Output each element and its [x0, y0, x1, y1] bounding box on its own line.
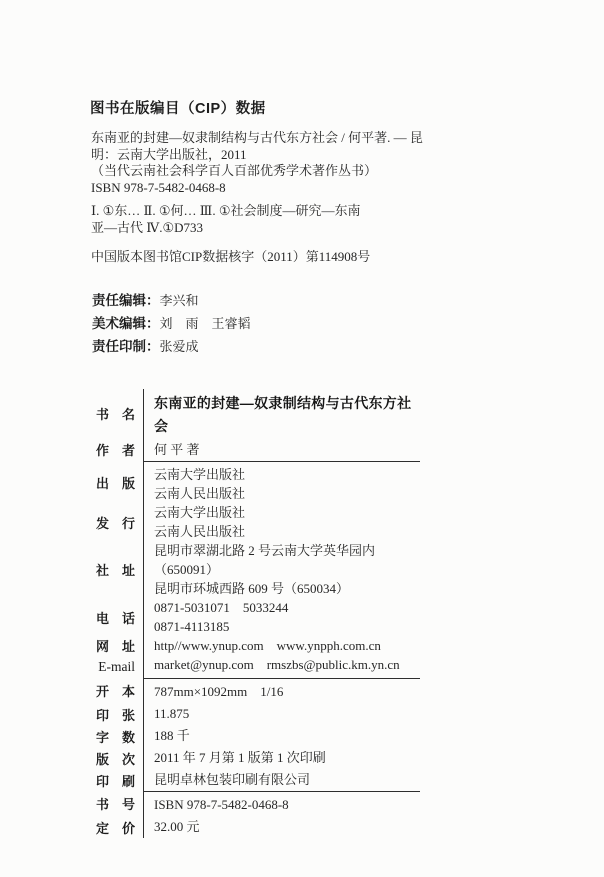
colophon-value-isbn: ISBN 978-7-5482-0468-8 — [143, 791, 420, 816]
colophon-label-website: 网 址 — [95, 639, 135, 654]
colophon-value-publisher: 云南大学出版社 云南人民出版社 — [143, 461, 420, 503]
colophon-value-format: 787mm×1092mm 1/16 — [143, 678, 420, 703]
colophon-value-wordcount: 188 千 — [143, 725, 420, 747]
colophon-value-website: http//www.ynup.com www.ynpph.com.cn — [143, 636, 420, 655]
colophon-label-wordcount: 字 数 — [95, 729, 135, 745]
staff-row — [92, 335, 251, 358]
cip-header: 图书在版编目（CIP）数据 — [90, 101, 266, 117]
colophon-label-format: 开 本 — [95, 684, 135, 699]
cip-entry-block — [91, 130, 471, 196]
colophon-value-email: market@ynup.com rmszbs@public.km.yn.cn — [143, 655, 420, 678]
colophon-table — [75, 389, 420, 838]
staff-role-label: 责任印制： — [92, 339, 160, 354]
staff-row — [92, 289, 251, 312]
staff-block — [92, 289, 251, 358]
colophon-label-book-title: 书 名 — [95, 407, 135, 422]
colophon-label-email: E-mail — [98, 658, 135, 674]
cip-classification-line: Ⅰ. ①东… Ⅱ. ①何… Ⅲ. ①社会制度—研究—东南 — [91, 203, 361, 218]
colophon-label-distributor: 发 行 — [95, 515, 135, 531]
colophon-label-author: 作 者 — [95, 443, 135, 458]
colophon-value-address: 昆明市翠湖北路 2 号云南大学英华园内（650091） 昆明市环城西路 609 号（650034） — [143, 541, 420, 598]
cip-entry-line: 东南亚的封建—奴隶制结构与古代东方社会 / 何平著. — 昆 — [91, 130, 423, 145]
staff-name: 李兴和 — [159, 293, 199, 308]
cip-record-number: 中国版本图书馆CIP数据核字（2011）第114908号 — [91, 249, 371, 264]
colophon-value-book-title: 东南亚的封建—奴隶制结构与古代东方社会 — [143, 389, 420, 438]
colophon-label-printer: 印 刷 — [95, 773, 135, 789]
cip-entry-line: ISBN 978-7-5482-0468-8 — [91, 179, 226, 195]
colophon-value-phone: 0871-5031071 5033244 0871-4113185 — [143, 598, 420, 636]
colophon-value-author: 何 平 著 — [143, 438, 420, 461]
colophon-label-price: 定 价 — [95, 820, 135, 836]
colophon-value-edition: 2011 年 7 月第 1 版第 1 次印刷 — [143, 747, 420, 769]
colophon-value-printer: 昆明卓林包装印刷有限公司 — [143, 769, 420, 791]
staff-name: 刘 雨 王睿韬 — [159, 316, 251, 331]
staff-row — [92, 312, 251, 335]
colophon-label-edition: 版 次 — [95, 751, 135, 767]
staff-name: 张爱成 — [159, 339, 199, 354]
staff-role-label: 美术编辑： — [92, 316, 160, 331]
colophon-label-address: 社 址 — [95, 563, 135, 578]
cip-entry-line: 明：云南大学出版社，2011 — [91, 146, 247, 162]
colophon-label-phone: 电 话 — [95, 610, 135, 626]
staff-role-label: 责任编辑： — [92, 293, 160, 308]
cip-entry-line: （当代云南社会科学百人百部优秀学术著作丛书） — [91, 163, 378, 178]
colophon-value-price: 32.00 元 — [143, 816, 420, 838]
colophon-value-sheets: 11.875 — [143, 703, 420, 725]
colophon-label-isbn: 书 号 — [95, 797, 135, 812]
cip-classification-line: 亚—古代 Ⅳ.①D733 — [91, 220, 204, 235]
colophon-label-publisher: 出 版 — [95, 475, 135, 491]
colophon-value-distributor: 云南大学出版社 云南人民出版社 — [143, 503, 420, 541]
cip-classification-block — [91, 202, 471, 236]
colophon-label-sheets: 印 张 — [95, 707, 135, 723]
